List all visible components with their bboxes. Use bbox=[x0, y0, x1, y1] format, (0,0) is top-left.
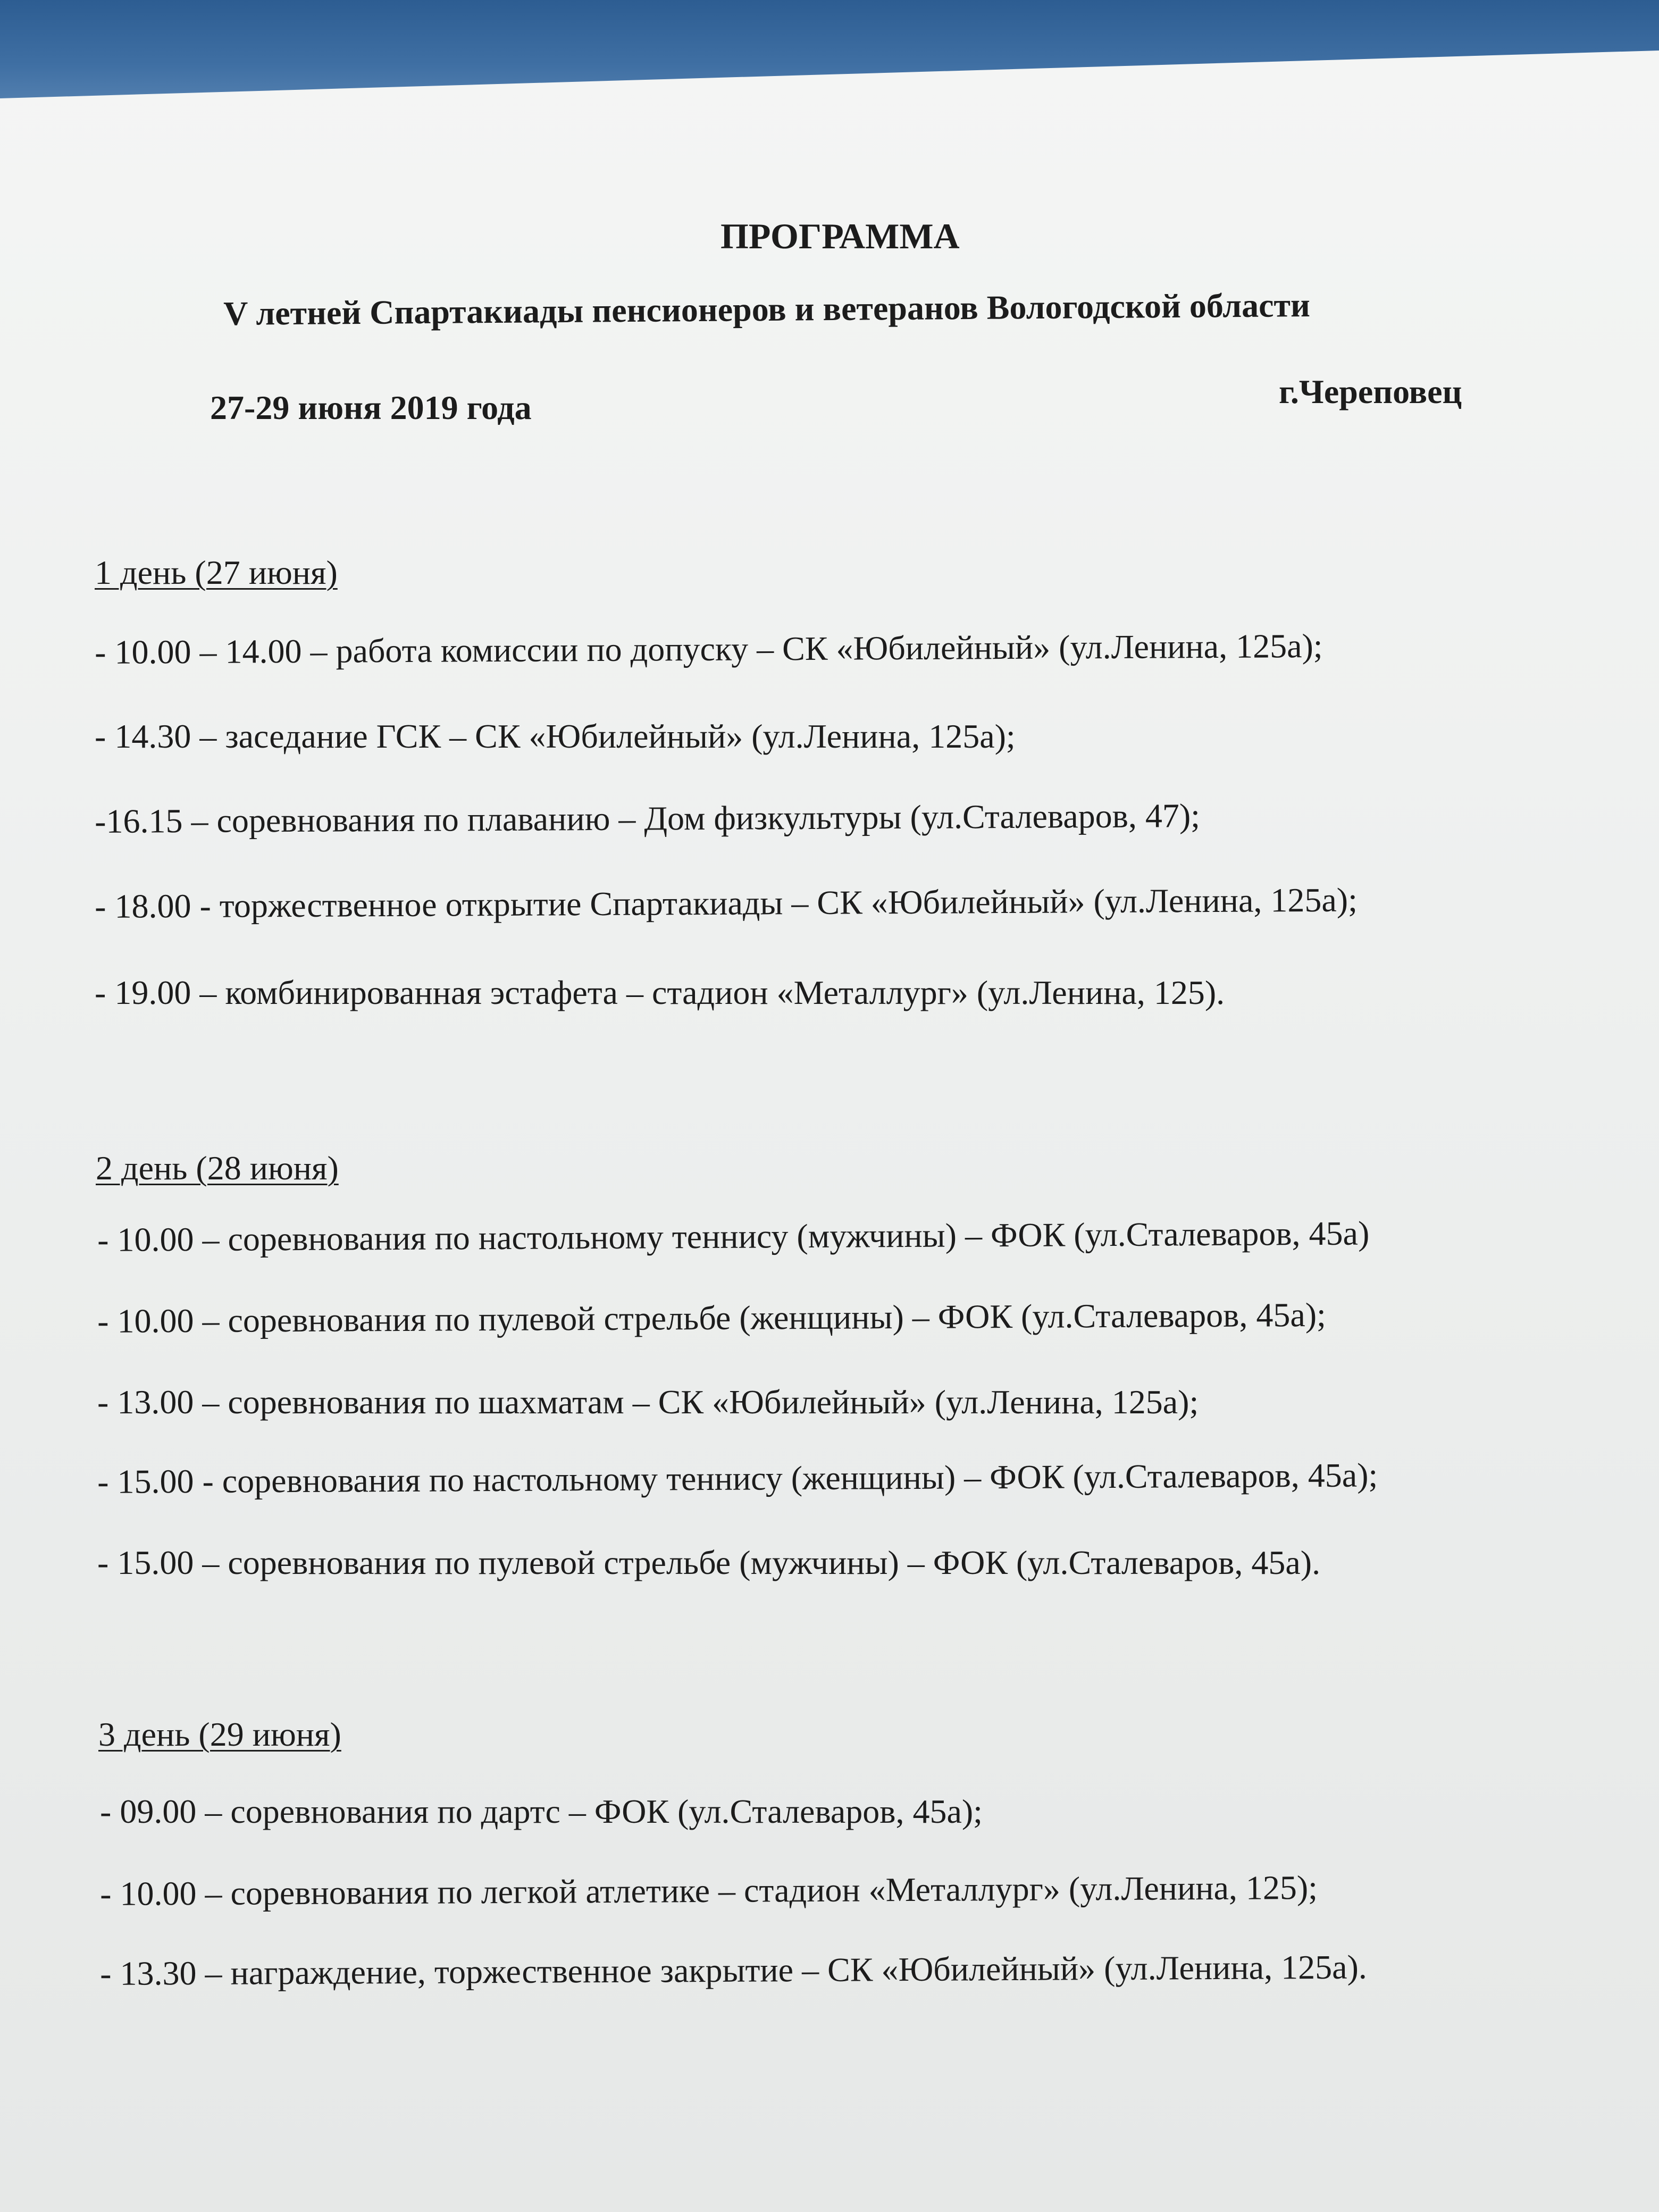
day-2-item-2: - 10.00 – соревнования по пулевой стрельбе (женщины) – ФОК (ул.Сталеваров, 45а); bbox=[97, 1295, 1327, 1340]
document-subtitle: V летней Спартакиады пенсионеров и ветеранов Вологодской области bbox=[223, 286, 1311, 332]
day-2-item-5: - 15.00 – соревнования по пулевой стрельбе (мужчины) – ФОК (ул.Сталеваров, 45а). bbox=[97, 1544, 1321, 1581]
day-3-item-1: - 09.00 – соревнования по дартс – ФОК (ул.Сталеваров, 45а); bbox=[100, 1792, 983, 1830]
day-1-heading: 1 день (27 июня) bbox=[95, 554, 338, 591]
day-3-heading: 3 день (29 июня) bbox=[98, 1715, 341, 1753]
day-2-item-3: - 13.00 – соревнования по шахматам – СК «Юбилейный» (ул.Ленина, 125а); bbox=[97, 1383, 1199, 1421]
day-1-item-2: - 14.30 – заседание ГСК – СК «Юбилейный» (ул.Ленина, 125а); bbox=[95, 717, 1016, 755]
day-3-item-2: - 10.00 – соревнования по легкой атлетике – стадион «Металлург» (ул.Ленина, 125); bbox=[99, 1869, 1318, 1913]
day-1-item-1: - 10.00 – 14.00 – работа комиссии по допуску – СК «Юбилейный» (ул.Ленина, 125а); bbox=[94, 626, 1323, 671]
day-1-item-3: -16.15 – соревнования по плаванию – Дом физкультуры (ул.Сталеваров, 47); bbox=[94, 797, 1201, 840]
document-title: ПРОГРАММА bbox=[720, 216, 960, 256]
day-1-item-4: - 18.00 - торжественное открытие Спартакиады – СК «Юбилейный» (ул.Ленина, 125а); bbox=[94, 881, 1358, 925]
event-dates: 27-29 июня 2019 года bbox=[210, 389, 532, 426]
day-2-heading: 2 день (28 июня) bbox=[96, 1149, 339, 1187]
day-2-item-4: - 15.00 - соревнования по настольному теннису (женщины) – ФОК (ул.Сталеваров, 45а); bbox=[97, 1456, 1378, 1501]
day-3-item-3: - 13.30 – награждение, торжественное закрытие – СК «Юбилейный» (ул.Ленина, 125а). bbox=[99, 1948, 1368, 1992]
day-1-item-5: - 19.00 – комбинированная эстафета – стадион «Металлург» (ул.Ленина, 125). bbox=[95, 974, 1225, 1011]
day-2-item-1: - 10.00 – соревнования по настольному теннису (мужчины) – ФОК (ул.Сталеваров, 45а) bbox=[97, 1214, 1370, 1259]
event-city: г.Череповец bbox=[1279, 373, 1462, 410]
